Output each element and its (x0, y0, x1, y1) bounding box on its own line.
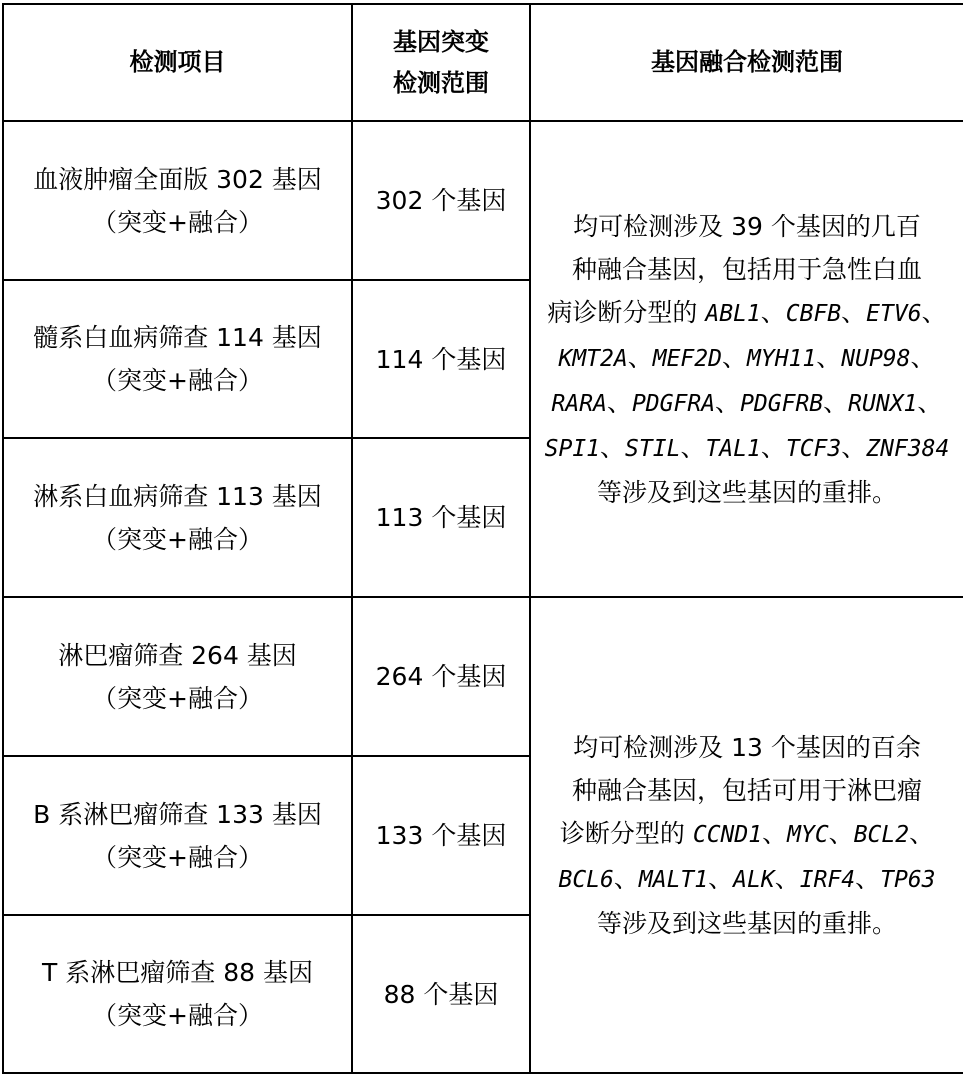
gene-name: KMT2A (558, 345, 628, 372)
fusion-text-line: 等涉及到这些基因的重排。 (596, 908, 897, 938)
gene-name: PDGFRB (740, 390, 824, 417)
item-name: 血液肿瘤全面版 302 基因 (33, 164, 322, 194)
fusion-text-line: 种融合基因，包括可用于淋巴瘤 (571, 775, 922, 805)
gene-name: ZNF384 (866, 435, 950, 462)
item-sub: （突变+融合） (92, 683, 263, 713)
header-item-label: 检测项目 (129, 48, 226, 76)
item-sub: （突变+融合） (92, 207, 263, 237)
fusion-gene-line: 病诊断分型的 ABL1、CBFB、ETV6、 (547, 297, 947, 327)
mutation-cell (352, 121, 530, 280)
fusion-text: 病诊断分型的 (547, 297, 706, 327)
fusion-text: 诊断分型的 (559, 818, 693, 848)
fusion-text-line: 均可检测涉及 39 个基因的几百 (573, 211, 921, 241)
item-name: 淋系白血病筛查 113 基因 (33, 481, 322, 511)
gene-name: TAL1 (705, 435, 761, 462)
gene-name: RARA (551, 390, 607, 417)
mutation-value: 88 个基因 (383, 979, 499, 1009)
gene-name: NUP98 (841, 345, 911, 372)
header-fusion-scope (530, 4, 963, 121)
mutation-value: 264 个基因 (375, 662, 507, 691)
fusion-scope-cell-2 (530, 597, 963, 1073)
fusion-text-line: 均可检测涉及 13 个基因的百余 (573, 732, 921, 762)
table-row (3, 597, 963, 756)
mutation-cell (352, 280, 530, 438)
gene-name: BCL2 (853, 821, 910, 848)
item-cell (3, 597, 352, 756)
gene-name: ETV6 (866, 300, 922, 327)
header-fusion-label: 基因融合检测范围 (651, 48, 843, 76)
header-row (3, 4, 963, 121)
item-sub: （突变+融合） (92, 524, 263, 554)
item-cell (3, 280, 352, 438)
gene-name: MYC (787, 821, 829, 848)
header-mutation-line2: 检测范围 (393, 68, 489, 97)
mutation-value: 302 个基因 (375, 186, 507, 215)
gene-name: RUNX1 (848, 390, 918, 417)
item-cell (3, 438, 352, 597)
item-sub: （突变+融合） (92, 366, 263, 395)
item-name: B 系淋巴瘤筛查 133 基因 (33, 799, 322, 829)
item-name: T 系淋巴瘤筛查 88 基因 (42, 958, 313, 987)
gene-name: ALK (733, 866, 775, 893)
gene-name: CCND1 (692, 821, 763, 848)
gene-name: CBFB (785, 300, 842, 327)
fusion-gene-line: BCL6、MALT1、ALK、IRF4、TP63 (558, 863, 936, 893)
gene-name: TCF3 (785, 435, 842, 462)
item-sub: （突变+融合） (92, 1001, 263, 1030)
header-item (3, 4, 352, 121)
item-cell (3, 121, 352, 280)
mutation-value: 113 个基因 (375, 503, 507, 532)
item-name: 髓系白血病筛查 114 基因 (33, 323, 322, 352)
mutation-cell (352, 438, 530, 597)
fusion-scope-cell-1 (530, 121, 963, 597)
item-cell (3, 915, 352, 1073)
fusion-text-line: 等涉及到这些基因的重排。 (596, 477, 897, 507)
gene-name: ABL1 (705, 300, 761, 327)
gene-name: BCL6 (558, 866, 614, 893)
fusion-gene-line: 诊断分型的 CCND1、MYC、BCL2、 (559, 818, 935, 848)
mutation-cell (352, 915, 530, 1073)
gene-name: PDGFRA (631, 390, 716, 417)
mutation-cell (352, 756, 530, 915)
item-name: 淋巴瘤筛查 264 基因 (58, 640, 297, 670)
fusion-text-line: 种融合基因，包括用于急性白血 (571, 254, 922, 284)
gene-name: STIL (625, 435, 681, 462)
gene-name: SPI1 (544, 435, 601, 462)
table-row (3, 121, 963, 280)
mutation-value: 114 个基因 (375, 344, 507, 374)
mutation-value: 133 个基因 (375, 821, 507, 850)
gene-name: MEF2D (652, 345, 722, 372)
mutation-cell (352, 597, 530, 756)
gene-panel-table (2, 3, 963, 1074)
header-mutation-scope (352, 4, 530, 121)
gene-name: TP63 (880, 866, 936, 893)
gene-name: IRF4 (799, 866, 856, 893)
gene-name: MYH11 (747, 345, 817, 372)
fusion-gene-line: SPI1、STIL、TAL1、TCF3、ZNF384 (544, 432, 950, 462)
header-mutation-line1: 基因突变 (393, 27, 489, 56)
gene-name: MALT1 (638, 866, 709, 893)
fusion-gene-line: RARA、PDGFRA、PDGFRB、RUNX1、 (551, 387, 943, 417)
fusion-gene-line: KMT2A、MEF2D、MYH11、NUP98、 (558, 342, 936, 372)
item-cell (3, 756, 352, 915)
item-sub: （突变+融合） (92, 842, 263, 872)
